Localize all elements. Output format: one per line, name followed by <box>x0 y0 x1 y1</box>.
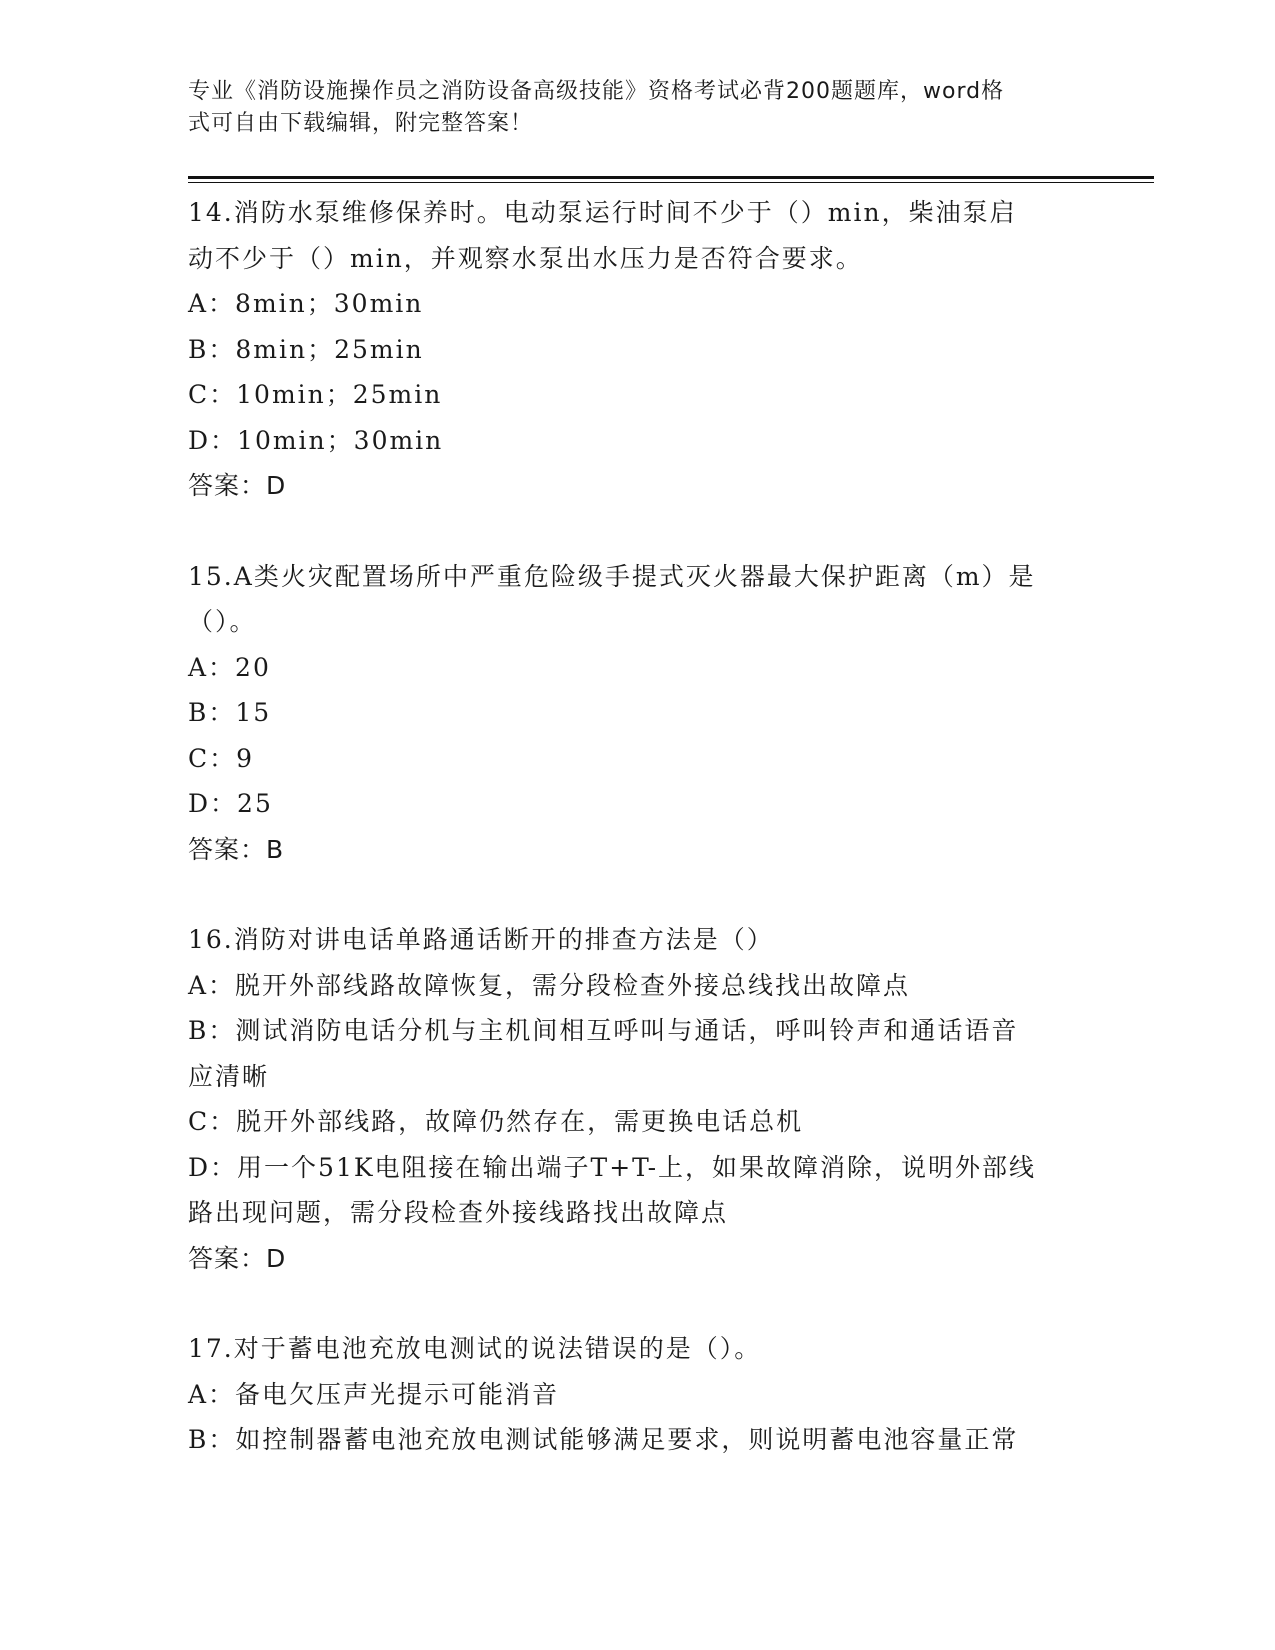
option-line: B：如控制器蓄电池充放电测试能够满足要求，则说明蓄电池容量正常 <box>188 1425 1019 1454</box>
document-header <box>188 76 1068 140</box>
option-line: C：9 <box>188 743 255 773</box>
option-line: D：25 <box>188 789 273 818</box>
question-list <box>188 190 1088 1463</box>
question-stem-line: （）。 <box>188 607 257 636</box>
question-block <box>188 554 1088 873</box>
option-line: B：8min；25min <box>188 334 424 364</box>
option-line: B：测试消防电话分机与主机间相互呼叫与通话，呼叫铃声和通话语音 <box>188 1016 1019 1045</box>
header-line-1: 专业《消防设施操作员之消防设备高级技能》资格考试必背200题题库，word格 <box>188 79 1005 104</box>
option-line: A：脱开外部线路故障恢复，需分段检查外接总线找出故障点 <box>188 970 911 1000</box>
option-line: 应清晰 <box>188 1061 270 1091</box>
question-stem-line: 16.消防对讲电话单路通话断开的排查方法是（） <box>188 925 774 954</box>
option-line: C：10min；25min <box>188 380 443 409</box>
header-divider-thick <box>188 176 1154 179</box>
answer-line: 答案：D <box>188 1243 287 1273</box>
option-line: A：20 <box>188 652 271 682</box>
header-divider-thin <box>188 182 1154 183</box>
question-stem-line: 14.消防水泵维修保养时。电动泵运行时间不少于（）min，柴油泵启 <box>188 198 1017 227</box>
option-line: A：8min；30min <box>188 289 424 318</box>
header-line-2: 式可自由下载编辑，附完整答案！ <box>188 111 534 136</box>
option-line: D：用一个51K电阻接在输出端子T+T-上，如果故障消除，说明外部线 <box>188 1152 1037 1182</box>
option-line: A：备电欠压声光提示可能消音 <box>188 1379 560 1409</box>
question-block <box>188 1326 1088 1463</box>
question-block <box>188 917 1088 1281</box>
question-stem-line: 15.A类火灾配置场所中严重危险级手提式灭火器最大保护距离（m）是 <box>188 561 1036 591</box>
question-stem-line: 动不少于（）min，并观察水泵出水压力是否符合要求。 <box>188 243 863 273</box>
question-stem-line: 17.对于蓄电池充放电测试的说法错误的是（）。 <box>188 1334 762 1363</box>
answer-line: 答案：D <box>188 471 287 500</box>
option-line: C：脱开外部线路，故障仍然存在，需更换电话总机 <box>188 1107 804 1136</box>
option-line: 路出现问题，需分段检查外接线路找出故障点 <box>188 1198 729 1227</box>
answer-line: 答案：B <box>188 834 285 864</box>
question-block <box>188 190 1088 509</box>
option-line: D：10min；30min <box>188 425 444 455</box>
option-line: B：15 <box>188 698 272 727</box>
